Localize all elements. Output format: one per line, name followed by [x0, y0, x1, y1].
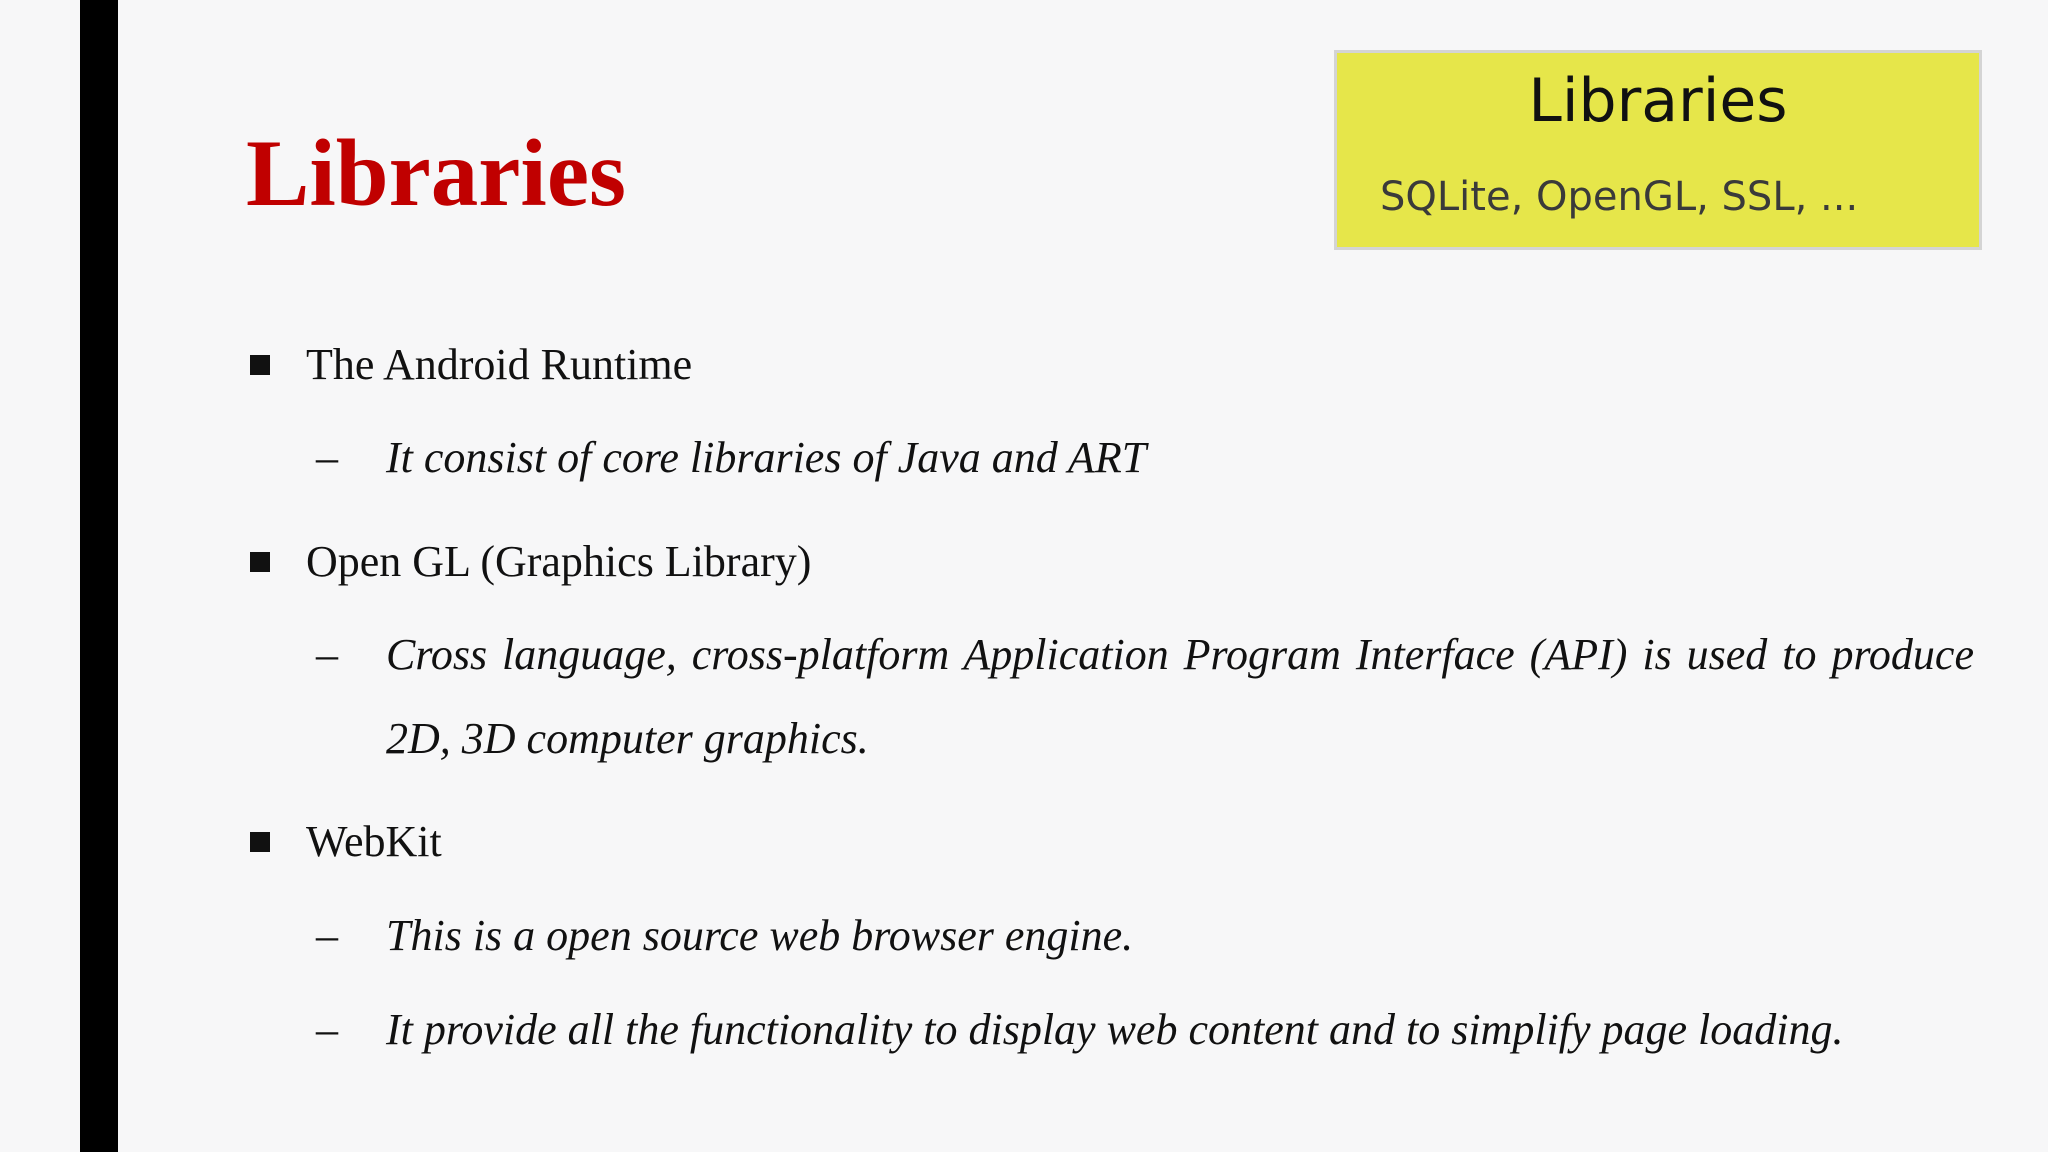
dash-icon: –: [316, 630, 338, 679]
callout-body: SQLite, OpenGL, SSL, ...: [1380, 174, 1859, 220]
square-bullet-icon: [250, 832, 270, 852]
dash-icon: –: [316, 911, 338, 960]
sub-bullet-text: Cross language, cross-platform Application Program Interface (API) is used to produce 2D, 3D computer graphics.: [386, 630, 1974, 763]
sub-bullet-text: It consist of core libraries of Java and ART: [386, 433, 1147, 482]
square-bullet-icon: [250, 552, 270, 572]
sub-bullet-text: It provide all the functionality to display web content and to simplify page loading.: [386, 1005, 1844, 1054]
callout-title: Libraries: [1528, 66, 1788, 136]
libraries-callout-box: [1334, 50, 1982, 250]
bullet-text: The Android Runtime: [306, 340, 693, 389]
square-bullet-icon: [250, 355, 270, 375]
bullet-text: Open GL (Graphics Library): [306, 537, 812, 586]
slide-left-accent-bar: [80, 0, 118, 1152]
dash-icon: –: [316, 433, 338, 482]
bullet-text: WebKit: [306, 817, 442, 866]
dash-icon: –: [316, 1005, 338, 1054]
slide-title: Libraries: [246, 120, 626, 226]
sub-bullet-text: This is a open source web browser engine.: [386, 911, 1134, 960]
